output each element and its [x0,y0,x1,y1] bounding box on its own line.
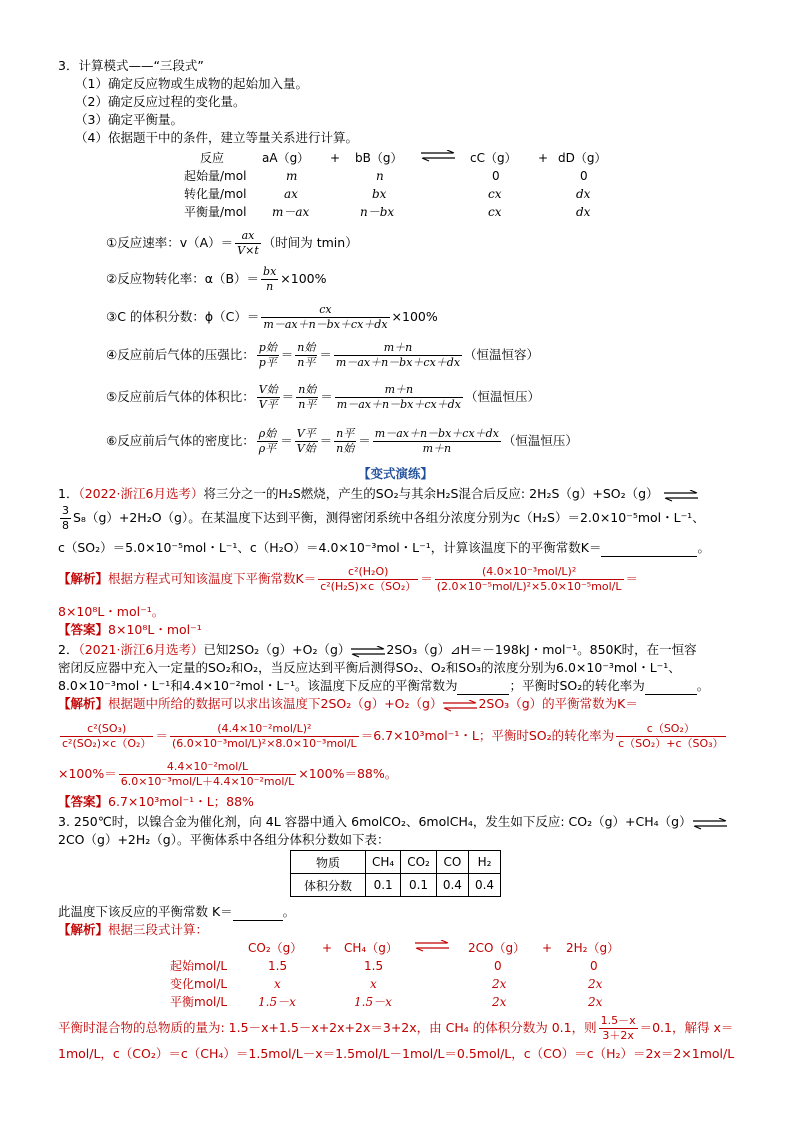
cell: 2CO（g） [468,941,526,955]
equilibrium-arrow-icon [692,818,728,828]
formula-volume-fraction [106,302,438,332]
cell: bx [372,187,387,201]
question-text: S₈（g）+2H₂O（g）。在某温度下达到平衡，测得密闭系统中各组分浓度分别为c（H₂S）＝2.0×10⁻⁵mol・L⁻¹、 [73,510,705,525]
table-cell: 0.4 [468,874,500,897]
fraction [295,341,317,370]
q1-line-3 [58,540,710,557]
cell: n [376,169,384,183]
formula-tail: ×100% [280,271,327,286]
question-number: 1． [58,486,79,501]
answer-text: 6.7×10³mol⁻¹・L；88% [108,794,254,809]
question-text: 已知2SO₂（g）+O₂（g） [203,642,351,657]
table-cell: CO₂ [401,851,437,874]
numerator: p始 [258,341,277,354]
cell: 变化mol/L [170,977,228,991]
q2-analysis-line-3 [58,756,397,792]
analysis-tag: 【解析】 [58,696,109,711]
method-step-4: （4）依据题干中的条件，建立等量关系进行计算。 [75,130,358,145]
numerator: cx [261,303,389,318]
cell: aA（g） [262,151,310,165]
volume-fraction-table [290,850,501,897]
method-step-2: （2）确定反应过程的变化量。 [75,94,246,109]
equilibrium-arrow-icon [414,940,450,956]
table-cell: CO [436,851,468,874]
numerator: ρ始 [258,427,277,440]
q2-analysis-line-2: $\frac{\text{c²(SO₃)}}{\text{c²(SO₂)×c（O₂）}}$ ＝ $\frac{\text{(4.4×10⁻²mol/L)²}}{\text{(6.0×10⁻³mol/L)²×8.0×10⁻³mol/L}}$ ＝6.7×10³mol⁻¹・L；平衡时SO₂的转化率为 $\frac{\text{c（SO₂）}}{\text{c（SO₂）+c（SO₃）}}$ [62,722,724,750]
cell: m [286,169,298,183]
question-text: 3. 250℃时，以镍合金为催化剂，向 4L 容器中通入 6molCO₂、6molCH₄，发生如下反应: CO₂（g）+CH₄（g） [58,814,692,829]
numerator: n始 [298,383,317,396]
formula-note: （时间为 tmin） [262,235,358,250]
q3-line-1 [58,814,728,830]
numerator: V平 [296,427,316,440]
cell: 1.5 [364,959,384,973]
fraction [170,722,359,751]
table-cell: H₂ [468,851,500,874]
cell: 0 [492,169,500,183]
analysis-text: 根据三段式计算： [108,922,209,937]
formula-label: ⑥反应前后气体的密度比： [106,433,255,448]
cell: 0 [494,959,502,973]
denominator: V×t [237,244,259,257]
q3-analysis-title [58,922,208,938]
analysis-text: ×100%＝ [58,766,117,781]
denominator: m－ax＋n－bx＋cx＋dx [263,318,388,331]
formula-tail: ×100% [391,309,438,324]
formula-label: ②反应物转化率：α（B）＝ [106,271,260,286]
analysis-tag: 【解析】 [58,571,109,586]
table-cell: 0.1 [366,874,401,897]
denominator: 8 [62,519,69,532]
q3-analysis-line-3: 1mol/L，c（CO₂）＝c（CH₄）＝1.5mol/L－x＝1.5mol/L－1mol/L＝0.5mol/L，c（CO）＝c（H₂）＝2x＝2×1mol/L [58,1046,735,1061]
analysis-tag: 【解析】 [58,922,109,937]
equilibrium-arrow-icon [442,700,478,710]
q3-analysis-line-2 [58,1014,733,1043]
analysis-text: ＝6.7×10³mol⁻¹・L；平衡时SO₂的转化率为 [360,728,615,743]
question-source: （2022·浙江6月选考） [78,486,204,501]
denominator: 6.0×10⁻³mol/L＋4.4×10⁻²mol/L [120,775,295,788]
formula-density-ratio: ⑥反应前后气体的密度比： $\frac{\text{ρ始}}{\text{ρ平}}$ ＝ $\frac{\text{V平}}{\text{V始}}$ ＝ $\frac{\text{n平}}{\text{n始}}$ ＝ $\frac{m-ax+n-bx+cx+dx}{m+n}$ （恒温恒压） [106,427,578,455]
cell: 平衡量/mol [184,205,247,219]
analysis-text: ＝ [625,571,639,586]
numerator: m＋n [334,341,462,356]
formula-label: ④反应前后气体的压强比： [106,347,255,362]
question-text: 2SO₃（g）⊿H＝－198kJ・mol⁻¹。850K时，在一恒容 [386,642,697,657]
q2-line-1 [58,642,697,658]
fraction [334,341,462,370]
formula-label: ⑤反应前后气体的体积比： [106,389,255,404]
denominator: ρ平 [258,442,277,455]
cell: dx [576,187,591,201]
practice-heading: 【变式演练】 [358,466,434,481]
cell: 0 [580,169,588,183]
formula-volume-ratio: ⑤反应前后气体的体积比： $\frac{\text{V始}}{\text{V平}}$ ＝ $\frac{\text{n始}}{\text{n平}}$ ＝ $\frac{m+n}{m-ax+n-bx+cx+dx}$ （恒温恒压） [106,383,540,411]
cell: CH₄（g） [344,941,398,955]
fraction [435,565,624,594]
method-title: 3．计算模式——“三段式” [58,58,204,73]
q2-line-2: 密闭反应器中充入一定量的SO₂和O₂，当反应达到平衡后测得SO₂、O₂和SO₃的浓度分别为6.0×10⁻³mol・L⁻¹、 [58,660,681,675]
q2-answer [58,794,254,810]
cell: m－ax [272,205,310,219]
cell: 0 [590,959,598,973]
cell: 1.5－x [354,995,392,1009]
denominator: n始 [336,442,355,455]
denominator: V始 [296,442,316,455]
cell: x [274,977,281,991]
cell: 1.5 [268,959,288,973]
question-text: c（SO₂）＝5.0×10⁻⁵mol・L⁻¹、c（H₂O）＝4.0×10⁻³mol・L⁻¹，计算该温度下的平衡常数K＝ [58,540,602,555]
cell: + [330,151,341,165]
question-number: 2． [58,642,79,657]
fraction [373,427,501,456]
q1-analysis-result: 8×10⁸L・mol⁻¹。 [58,604,165,619]
cell: 2x [492,977,507,991]
fraction [257,341,279,370]
q1-line-1 [58,486,699,502]
fraction [616,722,725,751]
answer-text: 8×10⁸L・mol⁻¹ [108,622,202,637]
analysis-text: 平衡时混合物的总物质的量为: 1.5－x+1.5－x+2x+2x＝3+2x，由 CH₄ 的体积分数为 0.1，则 [58,1020,597,1035]
q1-line-2 [58,504,705,533]
analysis-text: 根据方程式可知该温度下平衡常数K＝ [108,571,317,586]
denominator: n [266,280,274,293]
question-source: （2021·浙江6月选考） [78,642,204,657]
q2-analysis-line-1 [58,696,638,712]
question-text: 。 [696,678,710,693]
cell: bB（g） [355,151,403,165]
numerator: (4.4×10⁻²mol/L)² [170,722,359,737]
equilibrium-arrow-icon [420,150,456,166]
denominator: p平 [258,356,277,369]
table-cell: 0.4 [436,874,468,897]
numerator: 4.4×10⁻²mol/L [119,760,297,775]
question-text: ；平衡时SO₂的转化率为 [509,678,645,693]
answer-tag: 【答案】 [58,794,109,809]
fraction [296,383,318,412]
table-row [291,874,501,897]
q2-line-3 [58,678,709,695]
q3-line-3 [58,904,295,921]
formula-label: ③C 的体积分数：ϕ（C）＝ [106,309,260,324]
cell: 转化量/mol [184,187,247,201]
fraction [257,383,280,412]
table-row [291,851,501,874]
formula-rate [106,228,358,258]
cell: dx [576,205,591,219]
fraction [261,303,389,332]
cell: dD（g） [558,151,607,165]
cell: 起始量/mol [184,169,247,183]
fraction [235,229,261,258]
analysis-text: ×100%＝88%。 [298,766,398,781]
denominator: m－ax＋n－bx＋cx＋dx [336,398,461,411]
question-text: 此温度下该反应的平衡常数 K＝ [58,904,233,919]
numerator: m＋n [335,383,463,398]
denominator: (2.0×10⁻⁵mol/L)²×5.0×10⁻⁵mol/L [436,580,622,593]
cell: 反应 [200,151,225,165]
cell: + [542,941,553,955]
answer-tag: 【答案】 [58,622,109,637]
formula-note: （恒温恒容） [464,347,540,362]
numerator: c（SO₂） [616,722,725,737]
cell: 2x [588,977,603,991]
cell: 平衡mol/L [170,995,228,1009]
denominator: 3＋2x [602,1029,634,1042]
answer-blank[interactable] [457,678,509,695]
formula-note: （恒温恒压） [464,389,540,404]
numerator: 1.5－x [600,1014,636,1027]
cell: n－bx [360,205,395,219]
cell: 2x [492,995,507,1009]
numerator: ax [235,229,261,244]
formula-label: ①反应速率：v（A）＝ [106,235,234,250]
formula-pressure-ratio: ④反应前后气体的压强比： $\frac{\text{p始}}{\text{p平}}$ ＝ $\frac{\text{n始}}{\text{n平}}$ ＝ $\frac{m+n}{m-ax+n-bx+cx+dx}$ （恒温恒容） [106,341,540,369]
numerator: m－ax＋n－bx＋cx＋dx [374,427,499,440]
fraction [599,1014,638,1043]
fraction [257,427,278,456]
cell: cx [488,187,502,201]
fraction [334,427,356,456]
q3-line-2: 2CO（g）+2H₂（g）。平衡体系中各组分体积分数如下表： [58,832,390,847]
analysis-text: ＝0.1，解得 x＝ [639,1020,734,1035]
denominator: c（SO₂）+c（SO₃） [618,737,724,750]
formula-conversion [106,264,327,294]
equilibrium-arrow-icon [350,646,386,656]
fraction [261,265,278,294]
cell: 起始mol/L [170,959,228,973]
denominator: n平 [298,398,317,411]
numerator: n始 [297,341,316,354]
denominator: c²(H₂S)×c（SO₂） [320,580,417,593]
cell: + [538,151,549,165]
question-text: 8.0×10⁻³mol・L⁻¹和4.4×10⁻²mol・L⁻¹。该温度下反应的平衡常数为 [58,678,458,693]
cell: cx [488,205,502,219]
question-text: 。 [697,540,710,555]
method-step-3: （3）确定平衡量。 [75,112,183,127]
numerator: c²(H₂O) [318,565,418,580]
cell: 2H₂（g） [566,941,620,955]
question-text: 将三分之一的H₂S燃烧，产生的SO₂与其余H₂S混合后反应: 2H₂S（g）+SO₂（g） [203,486,659,501]
numerator: (4.0×10⁻³mol/L)² [435,565,624,580]
analysis-text: 根据题中所给的数据可以求出该温度下2SO₂（g）+O₂（g） [108,696,443,711]
question-text: 。 [282,904,296,919]
numerator: 3 [62,504,69,517]
answer-blank[interactable] [645,678,697,695]
table-cell: CH₄ [366,851,401,874]
cell: x [370,977,377,991]
denominator: V平 [258,398,278,411]
formula-note: （恒温恒压） [502,433,578,448]
fraction [60,722,153,751]
denominator: (6.0×10⁻³mol/L)²×8.0×10⁻³mol/L [171,737,357,750]
numerator: n平 [336,427,355,440]
fraction [318,565,418,594]
denominator: c²(SO₂)×c（O₂） [62,737,152,750]
q1-answer [58,622,202,638]
denominator: m＋n [422,442,452,455]
cell: CO₂（g） [248,941,303,955]
q1-analysis: 【解析】根据方程式可知该温度下平衡常数K＝ $\frac{\text{c²(H₂O)}}{\text{c²(H₂S)×c（SO₂）}}$ ＝ $\frac{\text{(4.0×10⁻³mol/L)²}}{\text{(2.0×10⁻⁵mol/L)²×5.0×10⁻⁵mol/L}}$ ＝ [58,565,639,593]
numerator: c²(SO₃) [60,722,153,737]
method-step-1: （1）确定反应物或生成物的起始加入量。 [75,76,308,91]
numerator: bx [263,265,277,278]
denominator: m－ax＋n－bx＋cx＋dx [335,356,461,369]
analysis-text: 2SO₃（g）的平衡常数为K＝ [478,696,638,711]
cell: cC（g） [470,151,517,165]
equilibrium-arrow-icon [663,490,699,500]
table-cell: 物质 [291,851,366,874]
fraction [335,383,463,412]
answer-blank[interactable] [601,540,697,557]
table-cell: 体积分数 [291,874,366,897]
numerator: V始 [258,383,278,396]
cell: 2x [588,995,603,1009]
table-cell: 0.1 [401,874,437,897]
fraction [60,504,71,533]
fraction [295,427,318,456]
denominator: n平 [297,356,316,369]
fraction [119,760,297,789]
answer-blank[interactable] [233,904,283,921]
cell: ax [284,187,298,201]
cell: + [322,941,333,955]
cell: 1.5－x [258,995,296,1009]
